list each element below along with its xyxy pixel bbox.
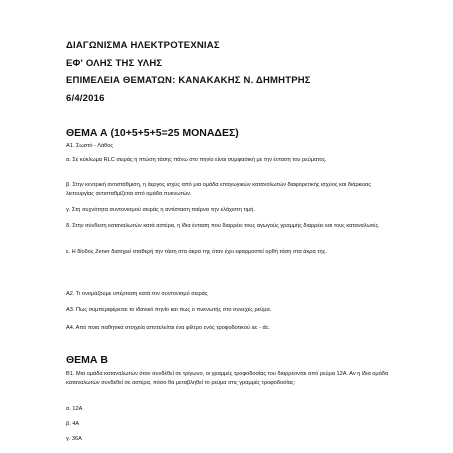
document-author: ΕΠΙΜΕΛΕΙΑ ΘΕΜΑΤΩΝ: ΚΑΝΑΚΑΚΗΣ Ν. ΔΗΜΗΤΡΗΣ (66, 75, 311, 86)
question-a1-a: α. Σε κύκλωμα RLC σειράς η πτώση τάσης πάνω στο πηνίο είναι συμφασική με την ένταση του ρεύματος. (66, 157, 327, 163)
question-a4: Α4. Από ποια παθητικά στοιχεία αποτελείται ένα φίλτρο ενός τροφοδοτικού ac - dc. (66, 325, 270, 331)
document-title: ΔΙΑΓΩΝΙΣΜΑ ΗΛΕΚΤΡΟΤΕΧΝΙΑΣ (66, 40, 220, 51)
question-a1-title: Α1. Σωστό - Λάθος (66, 143, 114, 149)
option-b: β. 4Α (66, 421, 80, 427)
section-b-heading: ΘΕΜΑ Β (66, 354, 108, 366)
section-a-heading: ΘΕΜΑ Α (10+5+5+5=25 ΜΟΝΑΔΕΣ) (66, 127, 239, 139)
question-b1: Β1. Μια ομάδα καταναλωτών όταν συνδέθεί σε τρίγωνο, οι γραμμές τροφοδοσίας του διαρρέονται από ρεύμα 12Α. Αν η ίδια ομάδα καταναλωτών συνδεθεί σε αστέρα, πόσο θα μεταβληθεί το ρεύμα στις γραμμές τροφοδοσίας: (66, 371, 389, 386)
document-scope: ΕΦ' ΟΛΗΣ ΤΗΣ ΥΛΗΣ (66, 58, 163, 69)
question-a1-c: γ. Στη συχνότητα συντονισμού σειράς η αντίσταση παίρνει την ελάχιστη τιμή. (66, 207, 255, 213)
question-a1-b: β. Στην κεντρική αντιστάθμιση, η άεργος ισχύς από μια ομάδα επαγωγικών καταναλωτών διαφορετικής ισχύος και διάρκειας λειτουργίας αντισταθμίζεται από ομάδα πυκνωτών. (66, 182, 372, 197)
question-a1-d: δ. Στην σύνδεση καταναλωτών κατά αστέρα, η ίδια ένταση που διαρρέει τους αγωγούς γραμμής διαρρέει και τους καταναλωτές. (66, 223, 380, 229)
question-a1-e: ε. Η δίοδος Zener διατηρεί σταθερή την τάση στα άκρα της όταν έχει εφαρμοστεί ορθή τάση στα άκρα της. (66, 249, 327, 255)
document-date: 6/4/2016 (66, 93, 105, 104)
question-a2: Α2. Τι ονομάζουμε υπέρταση κατά τον συντονισμό σειράς (66, 291, 208, 297)
question-a3: Α3. Πως συμπεριφέρεται το ιδανικό πηνίο και πως ο πυκνωτής στο συνεχές ρεύμα. (66, 307, 272, 313)
option-a: α. 12Α (66, 406, 83, 412)
option-c: γ. 36Α (66, 436, 82, 442)
